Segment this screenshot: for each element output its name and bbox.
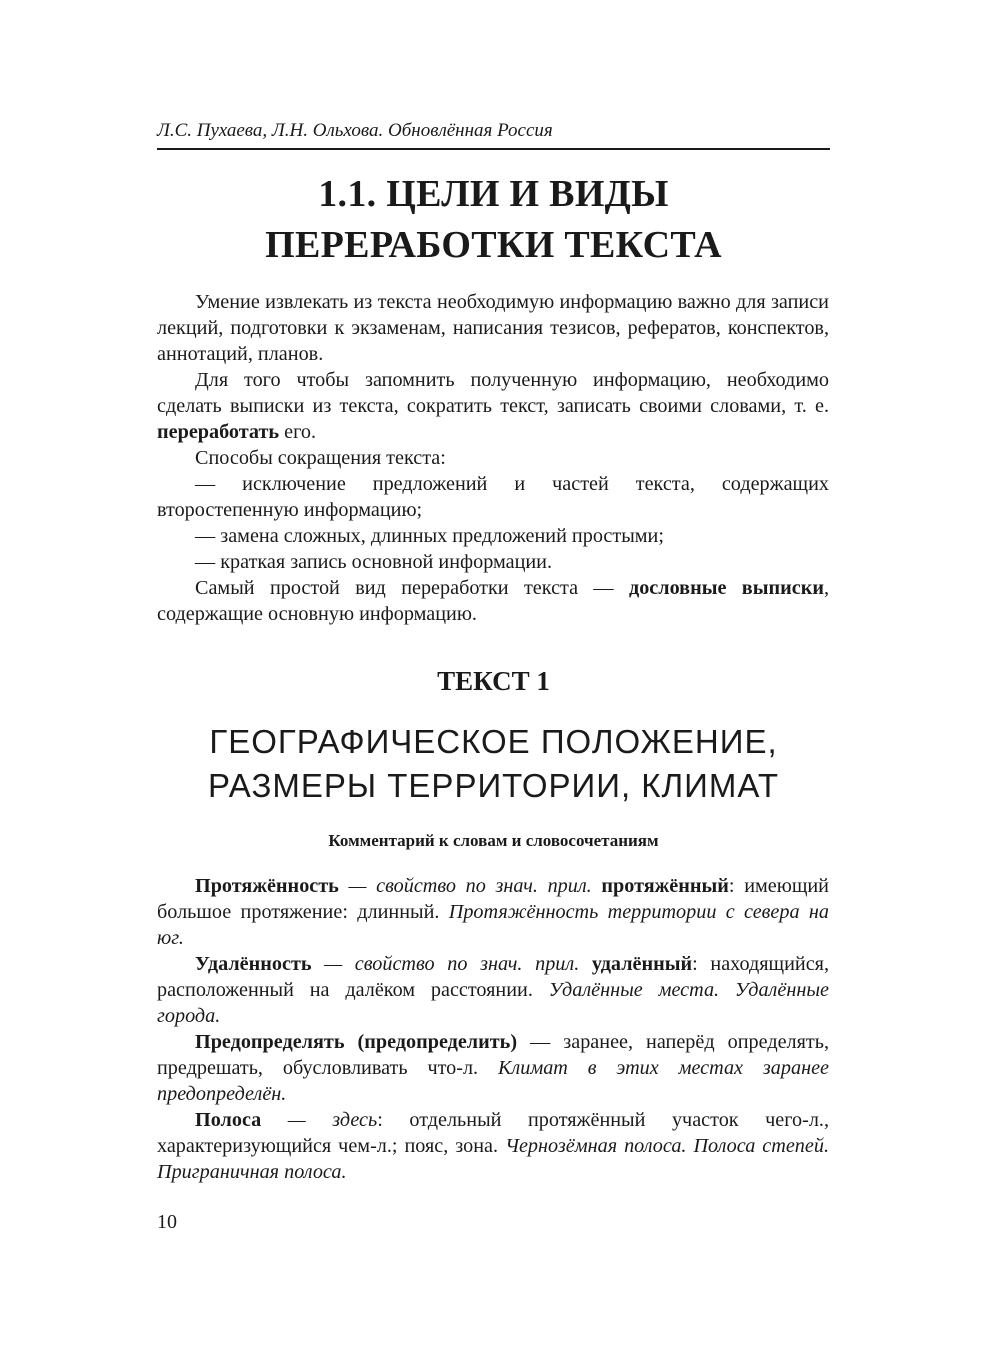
intro-paragraph-3: Способы сокращения текста: bbox=[195, 447, 446, 469]
glossary-term: Предопределять (предопределить) bbox=[195, 1031, 518, 1053]
text-title-line-1: ГЕОГРАФИЧЕСКОЕ ПОЛОЖЕНИЕ, bbox=[209, 723, 778, 760]
intro-section bbox=[157, 289, 829, 627]
intro-paragraph-2 bbox=[157, 367, 829, 445]
list-item-2: — замена сложных, длинных предложений простыми; bbox=[195, 525, 664, 547]
intro-p2-text: Для того чтобы запомнить полученную информацию, необходимо сделать выписки из текста, сократить текст, записать своими словами, т. е. bbox=[157, 369, 829, 417]
glossary-definition: : находящийся, расположенный на далёком расстоянии. bbox=[157, 953, 829, 1001]
glossary-definition: : отдельный протяжённый участок чего-л., характеризующийся чем-л.; пояс, зона. bbox=[157, 1109, 830, 1157]
chapter-title-line-2: ПЕРЕРАБОТКИ ТЕКСТА bbox=[265, 224, 722, 266]
text-title bbox=[157, 720, 830, 808]
running-head: Л.С. Пухаева, Л.Н. Ольхова. Обновлённая Россия bbox=[157, 120, 553, 141]
glossary-term: Удалённость bbox=[195, 953, 312, 975]
glossary-example: Климат в этих местах заранее предопределён. bbox=[157, 1057, 830, 1105]
page-number: 10 bbox=[157, 1211, 177, 1233]
text-title-line-2: РАЗМЕРЫ ТЕРРИТОРИИ, КЛИМАТ bbox=[208, 767, 779, 804]
glossary-entry bbox=[157, 1107, 829, 1185]
glossary-definition: — заранее, наперёд определять, предрешать, обусловливать что-л. bbox=[157, 1031, 829, 1079]
list-item-3: — краткая запись основной информации. bbox=[195, 551, 553, 573]
chapter-title bbox=[157, 169, 830, 271]
glossary-entry bbox=[157, 1029, 829, 1107]
intro-p4-text: Самый простой вид переработки текста — bbox=[195, 577, 629, 599]
header-rule bbox=[157, 148, 830, 150]
glossary-example: Протяжённость территории с севера на юг. bbox=[157, 901, 829, 949]
list-item-1: — исключение предложений и частей текста, содержащих второстепенную информацию; bbox=[157, 473, 829, 521]
glossary bbox=[157, 873, 829, 1185]
glossary-definition: : имеющий большое протяжение: длинный. bbox=[157, 875, 829, 923]
commentary-heading: Комментарий к словам и словосочетаниям bbox=[328, 831, 659, 850]
glossary-entry bbox=[157, 873, 829, 951]
glossary-note: — свойство по знач. прил. bbox=[311, 953, 592, 975]
chapter-title-line-1: 1.1. ЦЕЛИ И ВИДЫ bbox=[318, 173, 669, 215]
intro-p4-bold: дословные выписки bbox=[629, 577, 824, 599]
intro-p2-bold: переработать bbox=[157, 421, 280, 443]
glossary-note: — здесь bbox=[261, 1109, 378, 1131]
intro-p2-end: его. bbox=[279, 421, 317, 443]
glossary-example: Чернозёмная полоса. Полоса степей. Приграничная полоса. bbox=[157, 1135, 829, 1183]
text-number: ТЕКСТ 1 bbox=[437, 666, 550, 696]
glossary-base-word: удалённый bbox=[591, 953, 693, 975]
glossary-note: — свойство по знач. прил. bbox=[338, 875, 602, 897]
glossary-term: Полоса bbox=[195, 1109, 262, 1131]
intro-paragraph-4 bbox=[157, 575, 829, 627]
glossary-entry bbox=[157, 951, 829, 1029]
glossary-example: Удалённые места. Удалённые города. bbox=[157, 979, 829, 1027]
intro-paragraph-1: Умение извлекать из текста необходимую информацию важно для записи лекций, подготовки к экзаменам, написания тезисов, рефератов, конспектов, аннотаций, планов. bbox=[157, 291, 829, 365]
intro-p4-end: , содержащие основную информацию. bbox=[157, 577, 830, 625]
glossary-term: Протяжённость bbox=[195, 875, 339, 897]
glossary-base-word: протяжённый bbox=[601, 875, 729, 897]
